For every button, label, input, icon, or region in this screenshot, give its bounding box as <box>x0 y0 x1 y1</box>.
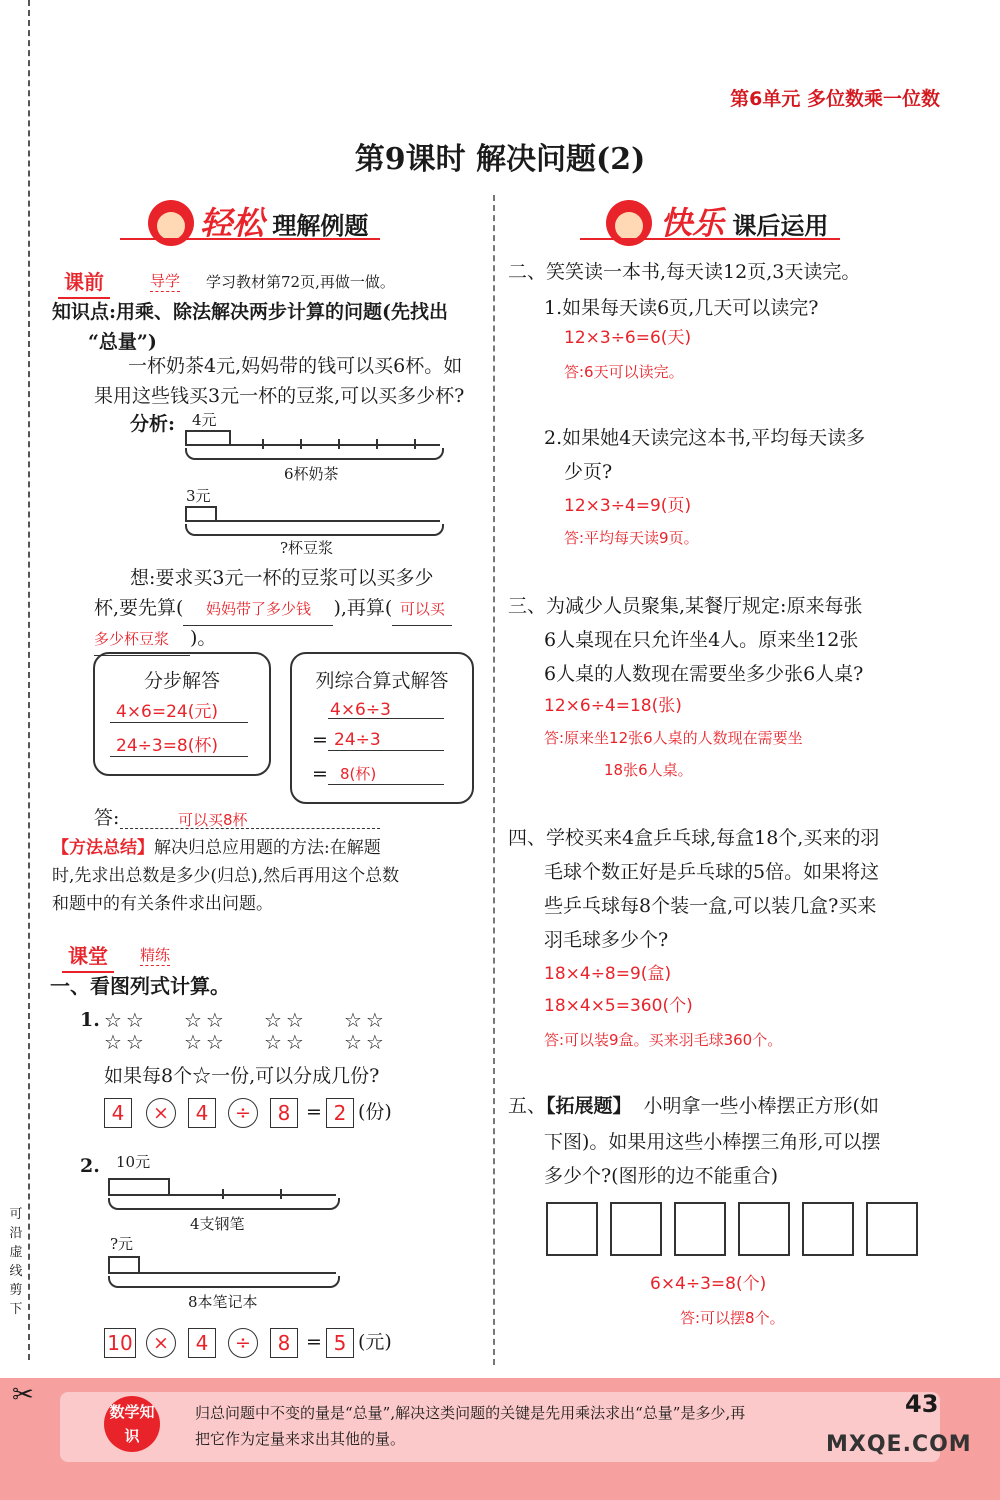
think-text: )。 <box>190 627 217 649</box>
knowledge-point-line1: 知识点:用乘、除法解决两步计算的问题(先找出 <box>52 301 449 323</box>
think-answer-2-cont: 多少杯豆浆 <box>94 623 190 656</box>
combined-2: 24÷3 <box>334 730 381 750</box>
think-line2 <box>94 592 452 626</box>
think-text: ),再算( <box>333 597 393 619</box>
s3-answer-line2: 18张6人桌。 <box>604 761 693 779</box>
s5-answer: 答:可以摆8个。 <box>680 1309 785 1327</box>
watermark: MXQE.COM <box>826 1432 972 1457</box>
pre-class-text: 学习教材第72页,再做一做。 <box>206 273 395 291</box>
banner-highlight: 快乐 <box>660 204 725 242</box>
s2q1-calc: 12×3÷6=6(天) <box>564 328 692 348</box>
banner-highlight: 轻松 <box>200 204 265 242</box>
stick-square <box>610 1202 662 1256</box>
banner-underline <box>120 238 380 240</box>
think-answer-1: 妈妈带了多少钱 <box>183 593 333 626</box>
answer-line <box>120 828 380 829</box>
stepwise-title: 分步解答 <box>143 670 220 692</box>
s2q2-calc: 12×3÷4=9(页) <box>564 496 692 516</box>
q2-value-box: 8 <box>270 1328 298 1358</box>
method-line2: 时,先求出总数是多少(归总),然后再用这个总数 <box>52 866 400 886</box>
footer-tip <box>195 1400 815 1452</box>
s2q2-line2: 少页? <box>564 461 613 483</box>
pre-class-tag: 课前 <box>58 266 110 299</box>
equals-sign: = <box>312 763 328 785</box>
answer-label: 答: <box>94 807 120 829</box>
q2-seg1-label: 10元 <box>116 1153 151 1171</box>
problem-line1: 一杯奶茶4元,妈妈带的钱可以买6杯。如 <box>128 355 463 377</box>
column-divider <box>493 195 495 1365</box>
q2-result-box: 5 <box>326 1328 354 1358</box>
stick-square <box>738 1202 790 1256</box>
star-group: ☆☆ <box>104 1030 148 1054</box>
pre-class-sub: 导学 <box>150 272 181 290</box>
q1-number: 1. <box>80 1009 100 1031</box>
combined-3: 8(杯) <box>340 765 377 783</box>
q1-unit: (份) <box>358 1101 392 1123</box>
answer-text: 可以买8杯 <box>178 811 248 829</box>
q1-value-box: 4 <box>104 1098 132 1128</box>
method-text: 解决归总应用题的方法:在解题 <box>154 838 381 858</box>
knowledge-point-line2: “总量”) <box>88 331 157 353</box>
step-2: 24÷3=8(杯) <box>116 736 219 756</box>
segment1-line <box>185 444 440 446</box>
q1-value-box: 8 <box>270 1098 298 1128</box>
s5-line3: 多少个?(图形的边不能重合) <box>544 1165 779 1187</box>
s4-line4: 羽毛球多少个? <box>544 929 669 951</box>
q2-value-box: 10 <box>104 1328 136 1358</box>
s5-line1 <box>508 1090 879 1122</box>
answer-line <box>328 784 444 785</box>
cut-line <box>28 0 30 1360</box>
s4-calc1: 18×4÷8=9(盒) <box>544 964 672 984</box>
q2-operator: × <box>146 1328 176 1358</box>
star-group: ☆☆ <box>184 1030 228 1054</box>
answer-line <box>328 750 444 751</box>
analysis-label: 分析: <box>130 413 176 435</box>
scissors-icon: ✂ <box>12 1380 34 1410</box>
s2q1-text: 1.如果每天读6页,几天可以读完? <box>544 297 819 319</box>
combined-1: 4×6÷3 <box>330 700 391 720</box>
s2q2-line1: 2.如果她4天读完这本书,平均每天读多 <box>544 427 866 449</box>
lesson-title: 第9课时 解决问题(2) <box>354 142 646 177</box>
think-answer-2: 可以买 <box>392 593 452 626</box>
s4-line2: 毛球个数正好是乒乓球的5倍。如果将这 <box>544 861 880 883</box>
in-class-sub: 精练 <box>140 946 171 964</box>
q1-value-box: 4 <box>188 1098 216 1128</box>
s5-tag: 【拓展题】 <box>546 1095 632 1117</box>
segment1-caption: 6杯奶茶 <box>284 465 339 483</box>
q2-operator: ÷ <box>228 1328 258 1358</box>
q1-equals: = <box>306 1101 322 1123</box>
q1-operator: ÷ <box>228 1098 258 1128</box>
star-group: ☆☆ <box>104 1008 148 1032</box>
star-group: ☆☆ <box>264 1030 308 1054</box>
s3-answer-line1: 答:原来坐12张6人桌的人数现在需要坐 <box>544 729 803 747</box>
step-1: 4×6=24(元) <box>116 702 219 722</box>
s4-answer: 答:可以装9盒。买来羽毛球360个。 <box>544 1031 783 1049</box>
math-knowledge-badge: 数学知识 <box>104 1396 160 1452</box>
q2-seg2-caption: 8本笔记本 <box>188 1293 258 1311</box>
stick-square <box>866 1202 918 1256</box>
think-line1: 想:要求买3元一杯的豆浆可以买多少 <box>130 567 434 589</box>
s2q1-answer: 答:6天可以读完。 <box>564 363 684 381</box>
banner-underline <box>580 238 840 240</box>
cut-instruction: 可沿虚线剪下 <box>9 1207 23 1317</box>
s5-calc: 6×4÷3=8(个) <box>650 1274 767 1294</box>
q2-equals: = <box>306 1331 322 1353</box>
s5-head: 五、 <box>508 1095 547 1117</box>
q1-operator: × <box>146 1098 176 1128</box>
q2-seg2-line <box>108 1272 336 1274</box>
q2-value-box: 4 <box>188 1328 216 1358</box>
q2-unit: (元) <box>358 1331 392 1353</box>
section1-title: 一、看图列式计算。 <box>50 974 230 998</box>
answer-line <box>328 718 444 719</box>
q1-text: 如果每8个☆一份,可以分成几份? <box>104 1065 380 1087</box>
banner-text: 课后运用 <box>732 211 829 240</box>
stick-square <box>546 1202 598 1256</box>
footer-tip-line2: 把它作为定量来求出其他的量。 <box>195 1430 406 1448</box>
think-line3 <box>94 622 216 656</box>
s3-line1: 三、为减少人员聚集,某餐厅规定:原来每张 <box>508 595 863 617</box>
segment2-caption: ?杯豆浆 <box>280 539 334 557</box>
segment2-line <box>185 520 440 522</box>
stick-square <box>674 1202 726 1256</box>
answer-line <box>110 722 248 723</box>
s2q2-answer: 答:平均每天读9页。 <box>564 529 699 547</box>
s4-line1: 四、学校买来4盒乒乓球,每盒18个,买来的羽 <box>508 827 880 849</box>
q2-seg1-caption: 4支钢笔 <box>190 1215 245 1233</box>
footer-tip-line1: 归总问题中不变的量是“总量”,解决这类问题的关键是先用乘法求出“总量”是多少,再 <box>195 1404 746 1422</box>
segment1-label: 4元 <box>192 411 217 429</box>
in-class-tag: 课堂 <box>62 940 114 973</box>
unit-header: 第6单元 多位数乘一位数 <box>730 88 940 110</box>
equals-sign: = <box>312 729 328 751</box>
s3-line2: 6人桌现在只允许坐4人。原来坐12张 <box>544 629 859 651</box>
problem-line2: 果用这些钱买3元一杯的豆浆,可以买多少杯? <box>94 385 465 407</box>
q1-result-box: 2 <box>326 1098 354 1128</box>
s3-calc: 12×6÷4=18(张) <box>544 696 682 716</box>
s3-line3: 6人桌的人数现在需要坐多少张6人桌? <box>544 663 864 685</box>
think-text: 杯,要先算( <box>94 597 184 619</box>
s2-title: 二、笑笑读一本书,每天读12页,3天读完。 <box>508 261 861 283</box>
method-line3: 和题中的有关条件求出问题。 <box>52 894 273 914</box>
segment2-label: 3元 <box>186 487 211 505</box>
star-group: ☆☆ <box>344 1030 388 1054</box>
answer-line <box>110 756 248 757</box>
q2-seg2-label: ?元 <box>110 1235 134 1253</box>
star-group: ☆☆ <box>344 1008 388 1032</box>
q2-number: 2. <box>80 1155 100 1177</box>
banner-text: 理解例题 <box>272 211 369 240</box>
s4-calc2: 18×4×5=360(个) <box>544 996 693 1016</box>
stick-square <box>802 1202 854 1256</box>
star-group: ☆☆ <box>264 1008 308 1032</box>
combined-title: 列综合算式解答 <box>315 670 449 692</box>
s4-line3: 些乒乓球每8个装一盒,可以装几盒?买来 <box>544 895 877 917</box>
page-number: 43 <box>905 1390 939 1418</box>
s5-text: 小明拿一些小棒摆正方形(如 <box>643 1095 879 1117</box>
star-group: ☆☆ <box>184 1008 228 1032</box>
method-tag: 【方法总结】 <box>52 838 154 858</box>
s5-line2: 下图)。如果用这些小棒摆三角形,可以摆 <box>544 1131 881 1153</box>
